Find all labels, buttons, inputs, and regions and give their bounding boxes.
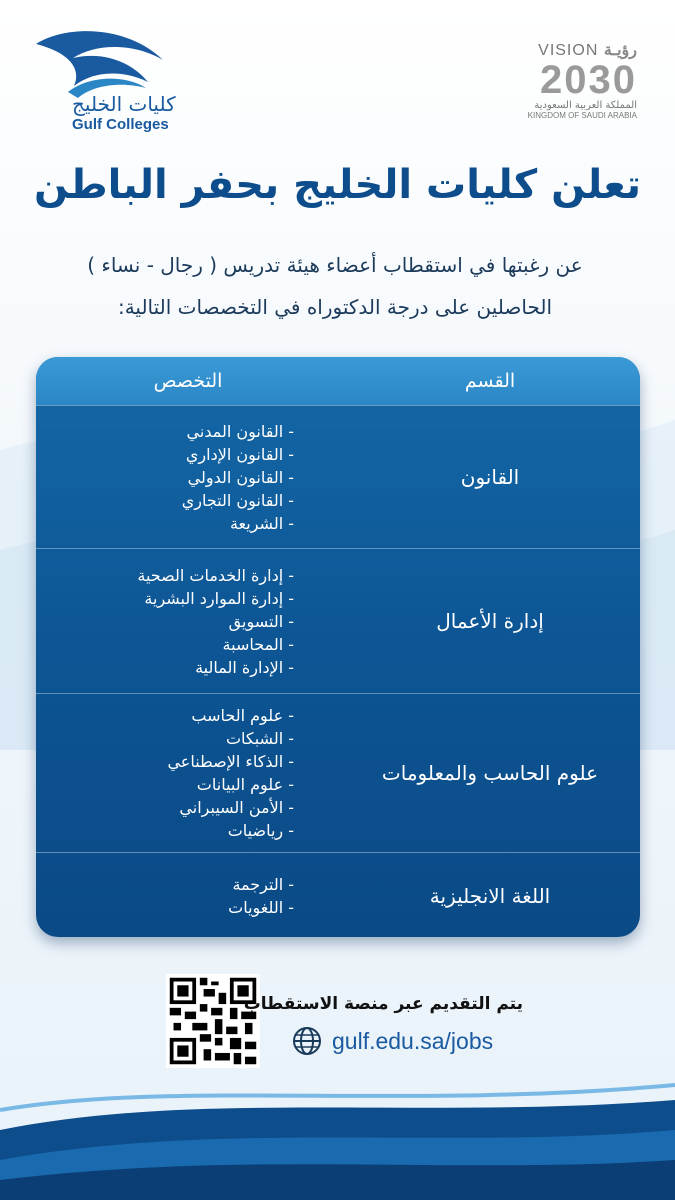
table-row [36, 693, 640, 852]
spec-cell [36, 694, 340, 852]
jobs-link[interactable] [292, 1026, 493, 1056]
dept-cell: علوم الحاسب والمعلومات [381, 761, 599, 785]
intro-line-2: الحاصلين على درجة الدكتوراه في التخصصات التالية: [117, 295, 553, 319]
vision-kingdom-en: KINGDOM OF SAUDI ARABIA [527, 111, 637, 120]
page-title: تعلن كليات الخليج بحفر الباطن [33, 162, 642, 208]
vision-2030-logo [482, 40, 637, 135]
table-row [36, 405, 640, 548]
spec-cell [36, 406, 340, 548]
qr-code[interactable] [166, 974, 260, 1068]
vision-en: VISION [538, 42, 599, 59]
spec-item: - الأمن السيبراني [36, 796, 294, 819]
specializations-table [36, 357, 640, 937]
spec-item: - اللغويات [36, 896, 294, 919]
dept-cell: القانون [460, 465, 520, 489]
spec-cell [36, 853, 340, 937]
gulf-logo-arabic: كليات الخليج [72, 92, 176, 116]
spec-item: - رياضيات [36, 819, 294, 842]
intro-text [45, 244, 625, 328]
globe-icon [292, 1026, 322, 1056]
dept-cell: اللغة الانجليزية [429, 883, 551, 908]
spec-item: - القانون المدني [36, 420, 294, 443]
header-spec: التخصص [153, 370, 223, 392]
spec-item: - إدارة الموارد البشرية [36, 587, 294, 610]
spec-item: - الترجمة [36, 873, 294, 896]
vision-year: 2030 [540, 58, 637, 102]
spec-item: - القانون التجاري [36, 489, 294, 512]
spec-item: - المحاسبة [36, 633, 294, 656]
spec-item: - التسويق [36, 610, 294, 633]
table-row [36, 852, 640, 937]
spec-cell [36, 549, 340, 693]
jobs-url[interactable]: gulf.edu.sa/jobs [332, 1027, 494, 1054]
spec-item: - علوم الحاسب [36, 704, 294, 727]
spec-item: - الشريعة [36, 512, 294, 535]
vision-ar: رؤيـة [603, 42, 637, 59]
dept-cell: إدارة الأعمال [436, 609, 544, 633]
spec-item: - إدارة الخدمات الصحية [36, 564, 294, 587]
intro-line-1: عن رغبتها في استقطاب أعضاء هيئة تدريس ( رجال - نساء ) [87, 253, 583, 277]
spec-item: - القانون الإداري [36, 443, 294, 466]
spec-item: - الشبكات [36, 727, 294, 750]
vision-kingdom-ar: المملكة العربية السعودية [534, 100, 637, 111]
gulf-logo-english: Gulf Colleges [72, 116, 169, 133]
spec-item: - القانون الدولي [36, 466, 294, 489]
apply-text: يتم التقديم عبر منصة الاستقطاب [243, 994, 523, 1014]
bottom-wave-decoration [0, 1080, 675, 1200]
spec-item: - الذكاء الإصطناعي [36, 750, 294, 773]
table-header [36, 357, 640, 405]
spec-item: - الإدارة المالية [36, 656, 294, 679]
spec-item: - علوم البيانات [36, 773, 294, 796]
table-row [36, 548, 640, 693]
header-dept: القسم [464, 370, 516, 392]
